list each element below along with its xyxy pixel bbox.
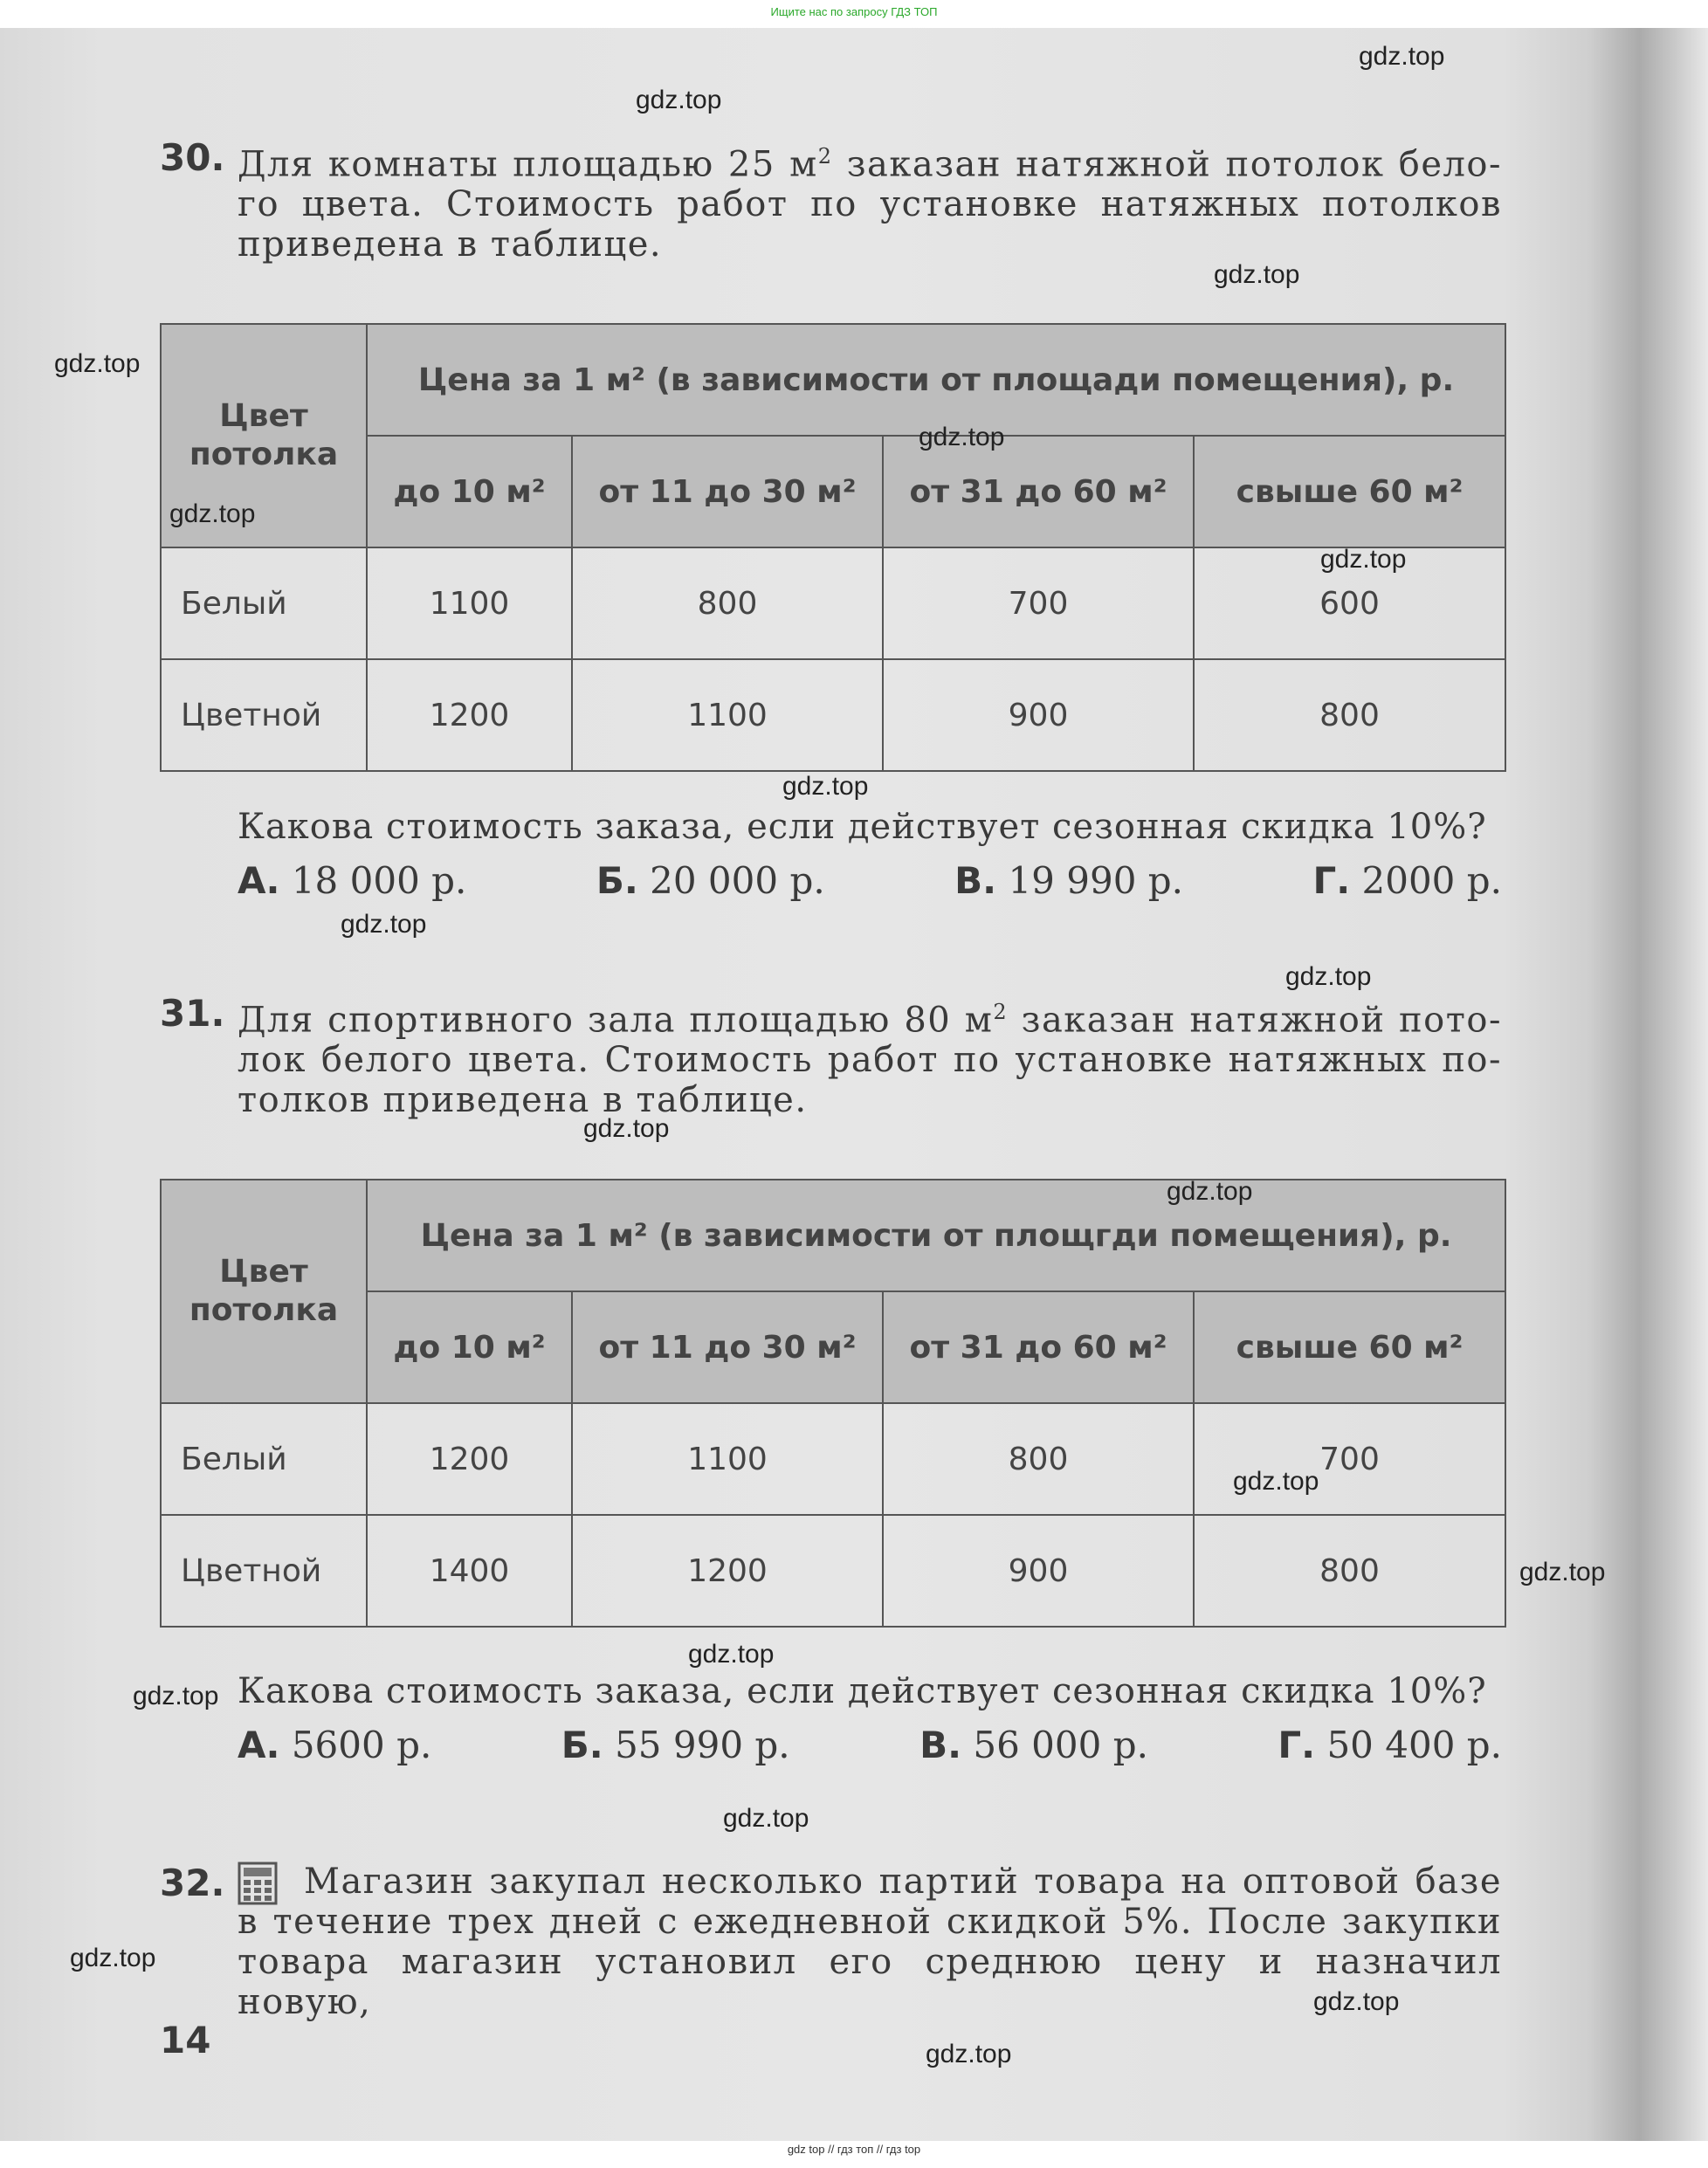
watermark: gdz.top — [70, 1944, 156, 1972]
table-cell: 800 — [1194, 659, 1505, 771]
table-cell: 1100 — [572, 659, 883, 771]
table-row — [161, 547, 1505, 659]
problem-31-answers — [238, 1724, 1502, 1766]
row-label: Цветной — [161, 1515, 367, 1627]
watermark: gdz.top — [1320, 545, 1407, 574]
watermark: gdz.top — [169, 499, 256, 528]
row-label: Белый — [161, 1403, 367, 1515]
answer-option: А. 5600 р. — [238, 1724, 432, 1766]
table-cell: 900 — [883, 1515, 1194, 1627]
watermark: gdz.top — [1167, 1177, 1253, 1206]
table-cell: 800 — [1194, 1515, 1505, 1627]
column-header: свыше 60 м² — [1194, 1291, 1505, 1403]
answer-option: В. 56 000 р. — [919, 1724, 1148, 1766]
watermark: gdz.top — [636, 86, 722, 114]
problem-30-text: Для комнаты площадью 25 $м^2$ заказан натяжной потолок бело-го цвета. Стоимость работ по установке натяжных потолков приведена в таблице. — [238, 144, 1502, 265]
column-header: от 31 до 60 м² — [883, 436, 1194, 547]
watermark: gdz.top — [133, 1682, 219, 1710]
answer-option: Б. 55 990 р. — [561, 1724, 790, 1766]
table-cell: 800 — [883, 1403, 1194, 1515]
problem-30-question: Какова стоимость заказа, если действует сезонная скидка 10%? — [238, 807, 1487, 847]
table-cell: 700 — [1194, 1403, 1505, 1515]
table-cell: 700 — [883, 547, 1194, 659]
watermark: gdz.top — [782, 772, 869, 801]
watermark: gdz.top — [926, 2040, 1012, 2068]
textbook-page — [0, 28, 1708, 2141]
price-header: Цена за 1 м² (в зависимости от площади помещения), р. — [367, 324, 1505, 436]
watermark: gdz.top — [1519, 1558, 1606, 1586]
table-cell: 1100 — [367, 547, 572, 659]
table-row — [161, 1515, 1505, 1627]
answer-option: В. 19 990 р. — [954, 859, 1183, 902]
table-cell: 1200 — [367, 1403, 572, 1515]
problem-number-30: 30. — [160, 136, 225, 179]
watermark: gdz.top — [688, 1640, 775, 1669]
column-header: до 10 м² — [367, 1291, 572, 1403]
table-cell: 900 — [883, 659, 1194, 771]
column-header: свыше 60 м² — [1194, 436, 1505, 547]
problem-32-text: Магазин закупал несколько партий товара на оптовой базе в течение трех дней с ежедневной скидкой 5%. После закупки товара магазин установил его среднюю цену и назначил новую, — [238, 1862, 1502, 2022]
problem-number-32: 32. — [160, 1862, 225, 1904]
problem-30-answers — [238, 859, 1502, 902]
price-table-31 — [160, 1179, 1506, 1628]
watermark: gdz.top — [341, 910, 427, 939]
answer-option: Г. 50 400 р. — [1278, 1724, 1502, 1766]
watermark: gdz.top — [1285, 962, 1372, 991]
column-header: от 11 до 30 м² — [572, 1291, 883, 1403]
page-number: 14 — [160, 2019, 211, 2061]
table-corner-header: Цвет потолка — [161, 324, 367, 547]
table-cell: 1100 — [572, 1403, 883, 1515]
column-header: от 11 до 30 м² — [572, 436, 883, 547]
row-label: Цветной — [161, 659, 367, 771]
watermark: gdz.top — [1214, 260, 1300, 289]
problem-31-question: Какова стоимость заказа, если действует сезонная скидка 10%? — [238, 1671, 1487, 1711]
answer-option: Г. 2000 р. — [1312, 859, 1502, 902]
watermark: gdz.top — [1359, 42, 1445, 71]
table-cell: 600 — [1194, 547, 1505, 659]
answer-option: А. 18 000 р. — [238, 859, 467, 902]
watermark: gdz.top — [583, 1114, 670, 1143]
watermark: gdz.top — [1233, 1467, 1319, 1496]
row-label: Белый — [161, 547, 367, 659]
problem-number-31: 31. — [160, 992, 225, 1035]
table-cell: 1400 — [367, 1515, 572, 1627]
table-cell: 1200 — [572, 1515, 883, 1627]
table-row — [161, 659, 1505, 771]
watermark: gdz.top — [54, 349, 141, 378]
answer-option: Б. 20 000 р. — [596, 859, 825, 902]
table-corner-header: Цвет потолка — [161, 1180, 367, 1403]
problem-31-text: Для спортивного зала площадью 80 $м^2$ заказан натяжной пото-лок белого цвета. Стоимость работ по установке натяжных по-толков приведена в таблице. — [238, 1000, 1502, 1121]
table-cell: 800 — [572, 547, 883, 659]
bottom-banner: gdz top // гдз топ // гдз top — [787, 2143, 921, 2156]
top-banner: Ищите нас по запросу ГДЗ ТОП — [770, 5, 938, 18]
price-table-30 — [160, 323, 1506, 772]
price-header: Цена за 1 м² (в зависимости от площгди помещения), р. — [367, 1180, 1505, 1291]
table-row — [161, 1403, 1505, 1515]
watermark: gdz.top — [1313, 1987, 1400, 2016]
column-header: от 31 до 60 м² — [883, 1291, 1194, 1403]
column-header: до 10 м² — [367, 436, 572, 547]
table-cell: 1200 — [367, 659, 572, 771]
watermark: gdz.top — [723, 1804, 809, 1833]
watermark: gdz.top — [919, 423, 1005, 451]
